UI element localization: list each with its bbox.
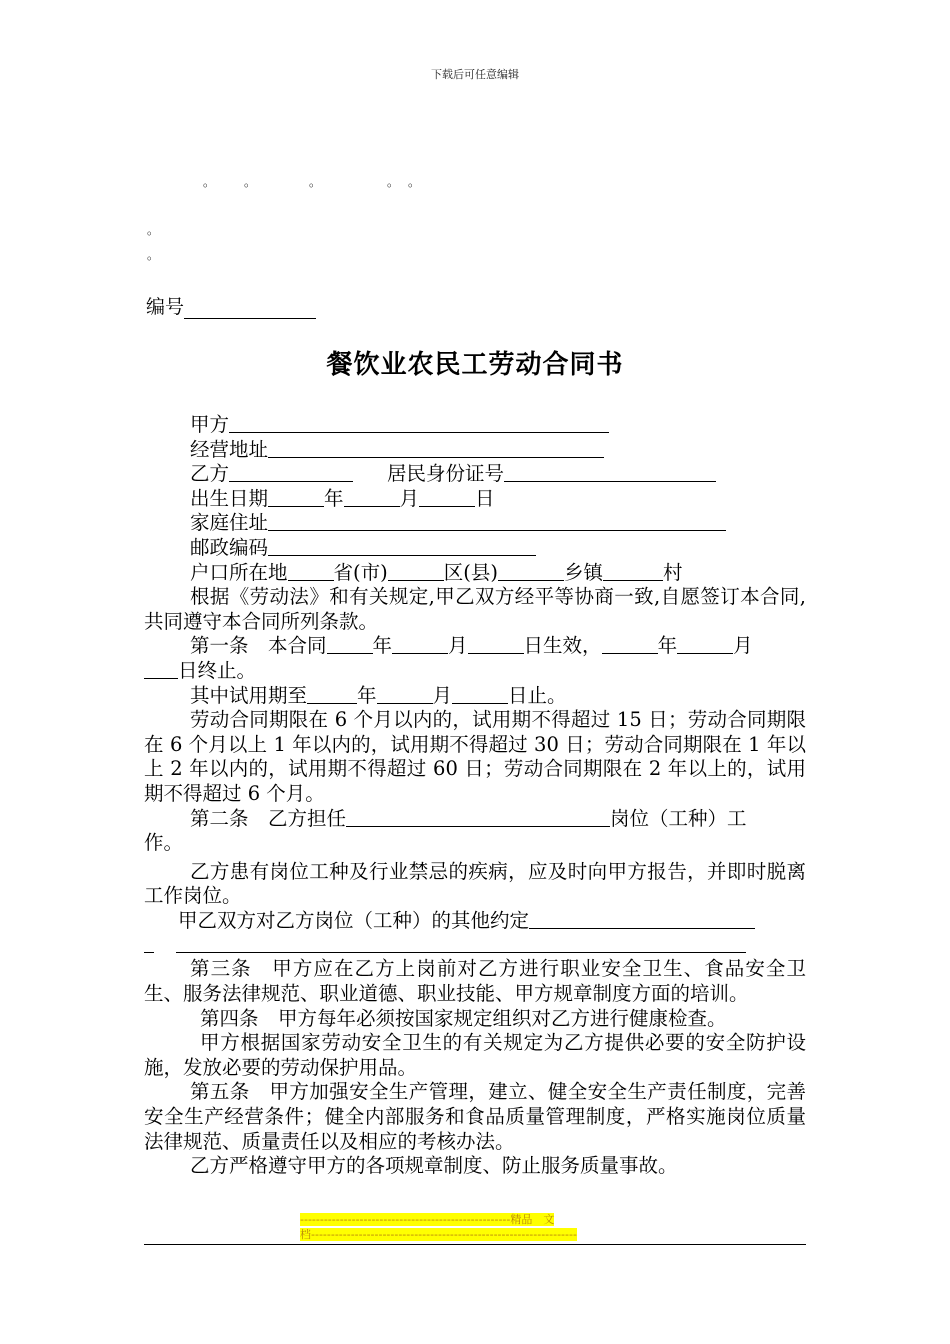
end-label: 日终止。 — [178, 658, 257, 682]
party-a-line — [144, 413, 806, 438]
id-number-label: 居民身份证号 — [387, 462, 505, 486]
postal-code-line — [144, 536, 806, 561]
business-address-label: 经营地址 — [190, 437, 269, 461]
article-3-paragraph: 第三条 甲方应在乙方上岗前对乙方进行职业安全卫生、食品安全卫生、服务法律规范、职业道德、职业技能、甲方规章制度方面的培训。 — [144, 957, 806, 1006]
footer-watermark — [300, 1212, 650, 1242]
article-4-safety-paragraph: 甲方根据国家劳动安全卫生的有关规定为乙方提供必要的安全防护设施，发放必要的劳动保护用品。 — [144, 1031, 806, 1079]
probation-line — [144, 684, 806, 709]
probation-month-blank[interactable] — [377, 684, 433, 704]
stray-dot: 。 — [147, 248, 160, 262]
preamble-paragraph: 根据《劳动法》和有关规定,甲乙双方经平等协商一致,自愿签订本合同,共同遵守本合同所列条款。 — [144, 585, 806, 633]
other-agreement-blank-start[interactable] — [144, 933, 154, 953]
article-1-end-line — [144, 659, 806, 684]
party-b-line — [144, 462, 806, 487]
id-number-blank[interactable] — [504, 462, 716, 482]
home-address-label: 家庭住址 — [190, 511, 269, 535]
postal-code-label: 邮政编码 — [190, 535, 269, 559]
home-address-blank[interactable] — [268, 511, 726, 531]
birth-year-blank[interactable] — [268, 487, 324, 507]
stray-dot: 。 — [147, 223, 160, 237]
article-1-line — [144, 634, 806, 659]
other-agreement-blank-2[interactable] — [176, 933, 746, 953]
month-label: 月 — [448, 634, 468, 658]
other-agreement-line — [144, 909, 806, 934]
stray-dot: 。 — [203, 175, 216, 189]
article-2-line — [144, 807, 806, 832]
other-agreement-label: 甲乙双方对乙方岗位（工种）的其他约定 — [178, 908, 530, 932]
year-label: 年 — [324, 486, 344, 510]
probation-year-blank[interactable] — [307, 684, 357, 704]
postal-code-blank[interactable] — [268, 536, 536, 556]
district-blank[interactable] — [388, 561, 444, 581]
start-month-blank[interactable] — [392, 634, 448, 654]
birth-month-blank[interactable] — [344, 487, 400, 507]
business-address-blank[interactable] — [268, 438, 604, 458]
village-blank[interactable] — [603, 561, 663, 581]
month-label: 月 — [432, 683, 453, 707]
month-label: 月 — [399, 486, 420, 510]
district-label: 区(县) — [443, 560, 498, 584]
other-agreement-blank[interactable] — [529, 909, 755, 929]
province-label: 省(市) — [333, 560, 388, 584]
probation-end-label: 日止。 — [508, 683, 567, 707]
start-year-blank[interactable] — [327, 634, 373, 654]
village-label: 村 — [662, 560, 683, 584]
hukou-label: 户口所在地 — [190, 560, 288, 584]
stray-dot: 。 — [244, 175, 257, 189]
article-5-party-b-line: 乙方严格遵守甲方的各项规章制度、防止服务质量事故。 — [190, 1154, 678, 1178]
end-day-blank[interactable] — [144, 659, 178, 679]
business-address-line — [144, 438, 806, 463]
township-label: 乡镇 — [563, 560, 603, 584]
contract-body — [144, 413, 806, 1179]
birth-date-line — [144, 487, 806, 512]
party-a-blank[interactable] — [229, 413, 609, 433]
stray-dot: 。 — [387, 175, 400, 189]
document-title: 餐饮业农民工劳动合同书 — [326, 350, 624, 380]
article-2-label: 第二条 乙方担任 — [190, 806, 347, 830]
disease-paragraph: 乙方患有岗位工种及行业禁忌的疾病，应及时向甲方报告，并即时脱离工作岗位。 — [144, 859, 806, 908]
position-label: 岗位（工种）工 — [610, 806, 747, 830]
province-blank[interactable] — [288, 561, 334, 581]
position-blank[interactable] — [346, 807, 610, 827]
footer-line-1: -----------------------------------------------------精品 文 — [300, 1213, 555, 1226]
party-a-label: 甲方 — [190, 413, 230, 436]
footer-line-2: 档------------------------------------------------------------------- — [300, 1228, 577, 1241]
year-label: 年 — [657, 634, 678, 658]
article-4-line: 第四条 甲方每年必须按国家规定组织对乙方进行健康检查。 — [200, 1006, 727, 1030]
year-label: 年 — [372, 634, 393, 658]
serial-label: 编号 — [146, 296, 185, 318]
other-agreement-blank-line — [144, 933, 806, 957]
footer-rule — [144, 1244, 806, 1245]
probation-rules-paragraph: 劳动合同期限在 6 个月以内的，试用期不得超过 15 日；劳动合同期限在 6 个月以上 1 年以内的，试用期不得超过 30 日；劳动合同期限在 1 年以上 2 年以内的，试用期不得超过 60 日；劳动合同期限在 2 年以上的，试用期不得超过 6 个月。 — [144, 708, 806, 805]
birth-date-label: 出生日期 — [190, 486, 269, 510]
party-b-blank[interactable] — [229, 462, 353, 482]
start-day-blank[interactable] — [468, 634, 524, 654]
probation-day-blank[interactable] — [452, 684, 508, 704]
header-note: 下载后可任意编辑 — [431, 68, 519, 81]
stray-dot: 。 — [408, 175, 421, 189]
party-b-label: 乙方 — [190, 462, 230, 486]
article-1-label: 第一条 本合同 — [190, 634, 327, 658]
end-month-blank[interactable] — [677, 634, 733, 654]
effective-label: 日生效， — [523, 634, 602, 658]
serial-blank[interactable] — [184, 300, 316, 319]
year-label: 年 — [357, 683, 377, 707]
day-label: 日 — [475, 486, 495, 510]
month-label: 月 — [733, 634, 753, 658]
home-address-line — [144, 511, 806, 536]
probation-label: 其中试用期至 — [190, 683, 308, 707]
serial-number-field — [146, 292, 316, 319]
hukou-line — [144, 561, 806, 586]
birth-day-blank[interactable] — [419, 487, 475, 507]
article-2-tail-line: 作。 — [144, 831, 184, 855]
stray-dot: 。 — [309, 175, 322, 189]
end-year-blank[interactable] — [602, 634, 658, 654]
township-blank[interactable] — [498, 561, 564, 581]
article-5-paragraph: 第五条 甲方加强安全生产管理，建立、健全安全生产责任制度，完善安全生产经营条件；健全内部服务和食品质量管理制度，严格实施岗位质量法律规范、质量责任以及相应的考核办法。 — [144, 1080, 806, 1153]
